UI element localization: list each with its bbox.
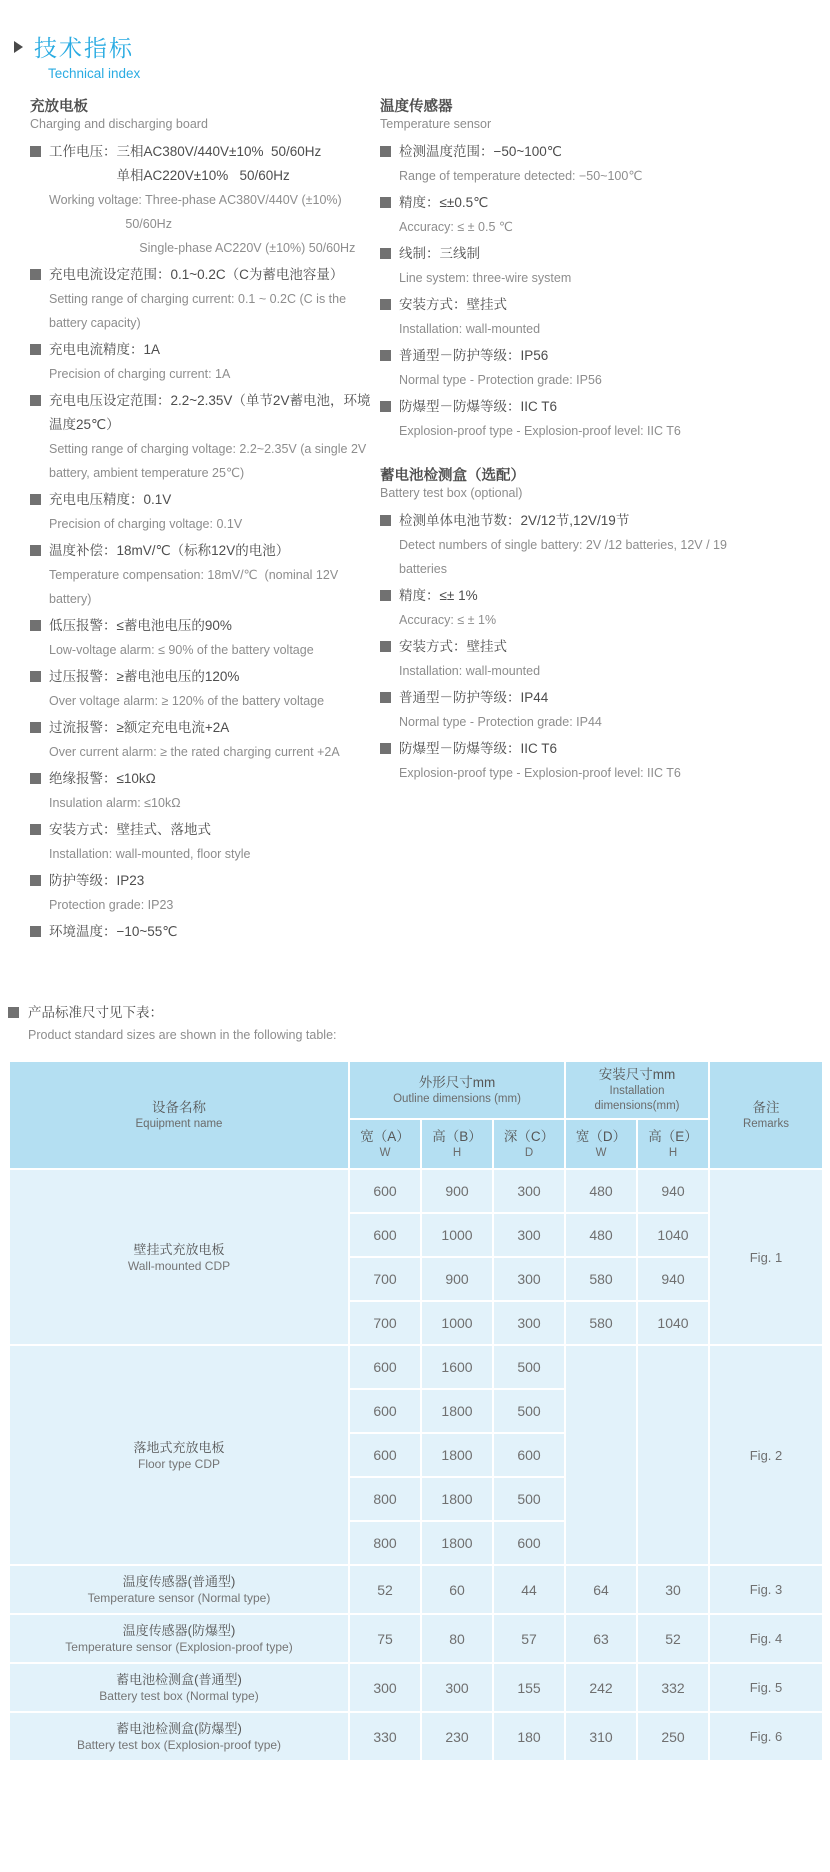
spec-line-en: Setting range of charging current: 0.1 ~ 0.2C (C is the battery capacity)	[49, 292, 350, 330]
spec-item	[30, 818, 380, 866]
spec-item	[380, 509, 750, 581]
dimension-cell: 600	[349, 1213, 421, 1257]
dimension-cell: 940	[637, 1169, 709, 1213]
spec-item	[30, 767, 380, 815]
spec-line-en: Explosion-proof type - Explosion-proof level: IIC T6	[399, 766, 681, 780]
dimension-column-header-en: H	[452, 1146, 462, 1159]
spec-item	[30, 140, 380, 260]
section-title-en: Battery test box (optional)	[380, 486, 523, 500]
table-row	[9, 1565, 823, 1614]
dimension-cell: 900	[421, 1257, 493, 1301]
spec-line-en: Accuracy: ≤ ± 0.5 ℃	[399, 220, 513, 234]
table-row	[9, 1712, 823, 1761]
spec-line-zh: 充电电压设定范围：2.2~2.35V（单节2V蓄电池，环境温度25℃）	[49, 393, 371, 432]
equipment-name-zh: 壁挂式充放电板	[133, 1241, 225, 1257]
table-row	[9, 1169, 823, 1213]
dimension-cell: 600	[493, 1521, 565, 1565]
dimension-cell: 700	[349, 1301, 421, 1345]
dimension-cell: 1800	[421, 1477, 493, 1521]
spec-section	[380, 98, 750, 443]
dimension-cell: 300	[421, 1663, 493, 1712]
bullet-square-icon	[380, 590, 391, 601]
spec-line-zh: 充电电流设定范围：0.1~0.2C（C为蓄电池容量）	[49, 267, 344, 282]
equipment-header	[9, 1061, 349, 1169]
equipment-name-cell	[9, 1565, 349, 1614]
spec-line-zh: 过压报警：≥蓄电池电压的120%	[49, 669, 240, 684]
equipment-name-cell	[9, 1663, 349, 1712]
table-note-zh: 产品标准尺寸见下表：	[28, 1005, 163, 1020]
table-row	[9, 1663, 823, 1712]
title-block	[0, 0, 830, 81]
spec-line-zh: 充电电压精度：0.1V	[49, 492, 172, 507]
dimension-cell: 57	[493, 1614, 565, 1663]
installation-dimensions-header-zh: 安装尺寸mm	[598, 1067, 676, 1082]
spec-item	[30, 263, 380, 335]
spec-item	[30, 488, 380, 536]
spec-line-en: Precision of charging voltage: 0.1V	[49, 517, 243, 531]
table-note-en: Product standard sizes are shown in the following table:	[28, 1028, 337, 1042]
section-title-zh: 充放电板	[30, 99, 88, 115]
spec-item	[30, 716, 380, 764]
dimension-cell: 600	[349, 1433, 421, 1477]
size-table-body	[9, 1169, 823, 1761]
spec-column	[30, 98, 380, 968]
dimension-cell: 940	[637, 1257, 709, 1301]
spec-line-zh: 安装方式：壁挂式	[399, 639, 507, 654]
dimension-column-header	[565, 1119, 637, 1169]
dimension-cell: 300	[493, 1213, 565, 1257]
bullet-square-icon	[380, 743, 391, 754]
dimension-column-header-zh: 深（C）	[503, 1128, 555, 1144]
table-note-row	[8, 1004, 830, 1022]
equipment-name-zh: 落地式充放电板	[133, 1439, 225, 1455]
spec-item	[380, 584, 750, 632]
dimension-cell: 180	[493, 1712, 565, 1761]
dimension-column-header	[421, 1119, 493, 1169]
spec-line-zh: 检测单体电池节数：2V/12节,12V/19节	[399, 513, 630, 528]
spec-line-zh: 精度：≤± 1%	[399, 588, 478, 603]
equipment-name-en: Floor type CDP	[137, 1456, 221, 1471]
dimension-cell: 80	[421, 1614, 493, 1663]
bullet-square-icon	[380, 146, 391, 157]
equipment-name-cell	[9, 1345, 349, 1565]
dimension-cell: 63	[565, 1614, 637, 1663]
spec-columns	[0, 98, 830, 968]
spec-line-en: Range of temperature detected: −50~100℃	[399, 169, 643, 183]
spec-line-zh: 防爆型－防爆等级：IIC T6	[399, 399, 558, 414]
spec-line-en: Low-voltage alarm: ≤ 90% of the battery voltage	[49, 643, 314, 657]
spec-line-en: Temperature compensation: 18mV/℃ (nominal 12V battery)	[49, 568, 342, 606]
bullet-square-icon	[380, 197, 391, 208]
spec-line-zh: 安装方式：壁挂式、落地式	[49, 822, 211, 837]
table-row	[9, 1614, 823, 1663]
spec-line-en: Installation: wall-mounted, floor style	[49, 847, 251, 861]
spec-line-zh: 工作电压：三相AC380V/440V±10% 50/60Hz	[49, 144, 322, 159]
spec-line-zh: 温度补偿：18mV/℃（标称12V的电池）	[49, 543, 290, 558]
dimension-column-header	[637, 1119, 709, 1169]
bullet-square-icon	[380, 692, 391, 703]
spec-line-en: Installation: wall-mounted	[399, 664, 541, 678]
remark-cell: Fig. 5	[709, 1663, 823, 1712]
spec-line-zh: 防护等级：IP23	[49, 873, 145, 888]
bullet-square-icon	[30, 269, 41, 280]
spec-line-en: Setting range of charging voltage: 2.2~2.35V (a single 2V battery, ambient temperature 25℃)	[49, 442, 370, 480]
spec-item	[30, 539, 380, 611]
dimension-column-header-zh: 宽（D）	[575, 1128, 627, 1144]
remarks-header-en: Remarks	[742, 1117, 789, 1130]
spec-line-zh: 低压报警：≤蓄电池电压的90%	[49, 618, 232, 633]
dimension-cell: 60	[421, 1565, 493, 1614]
bullet-square-icon	[380, 401, 391, 412]
dimension-cell: 155	[493, 1663, 565, 1712]
bullet-square-icon	[30, 926, 41, 937]
spec-line-en: 50/60Hz	[49, 217, 172, 231]
size-table-header-row	[9, 1061, 823, 1119]
dimension-column-header	[349, 1119, 421, 1169]
remark-cell: Fig. 3	[709, 1565, 823, 1614]
spec-line-en: Working voltage: Three-phase AC380V/440V (±10%)	[49, 193, 342, 207]
dimension-column-header-zh: 高（B）	[432, 1128, 482, 1144]
spec-item	[30, 389, 380, 485]
equipment-name-cell	[9, 1712, 349, 1761]
spec-line-zh: 线制：三线制	[399, 246, 480, 261]
page-subtitle: Technical index	[48, 66, 141, 81]
spec-line-zh: 普通型－防护等级：IP44	[399, 690, 549, 705]
equipment-name-en: Temperature sensor (Explosion-proof type)	[65, 1640, 293, 1654]
dimension-cell: 900	[421, 1169, 493, 1213]
spec-line-en: Over voltage alarm: ≥ 120% of the battery voltage	[49, 694, 325, 708]
dimension-cell: 52	[349, 1565, 421, 1614]
bullet-square-icon	[30, 671, 41, 682]
spec-line-en: Line system: three-wire system	[399, 271, 572, 285]
equipment-name-en: Battery test box (Explosion-proof type)	[76, 1738, 282, 1752]
dimension-cell: 30	[637, 1565, 709, 1614]
remarks-header-zh: 备注	[752, 1099, 780, 1115]
equipment-name-zh: 温度传感器(普通型)	[122, 1574, 236, 1589]
remarks-header	[709, 1061, 823, 1169]
installation-dimensions-header	[565, 1061, 709, 1119]
spec-section	[30, 98, 380, 944]
spec-line-en: Installation: wall-mounted	[399, 322, 541, 336]
title-row	[14, 30, 830, 63]
spec-line-en: Protection grade: IP23	[49, 898, 174, 912]
spec-line-zh: 单相AC220V±10% 50/60Hz	[49, 168, 290, 183]
dimension-cell: 480	[565, 1213, 637, 1257]
spec-line-en: Normal type - Protection grade: IP44	[399, 715, 602, 729]
spec-item	[380, 737, 750, 785]
dimension-cell: 600	[349, 1345, 421, 1389]
spec-line-en: Detect numbers of single battery: 2V /12 batteries, 12V / 19 batteries	[399, 538, 731, 576]
bullet-square-icon	[380, 515, 391, 526]
remark-cell: Fig. 1	[709, 1169, 823, 1345]
dimension-cell: 700	[349, 1257, 421, 1301]
bullet-square-icon	[30, 824, 41, 835]
equipment-name-zh: 温度传感器(防爆型)	[122, 1623, 236, 1638]
dimension-cell: 1800	[421, 1521, 493, 1565]
dimension-cell-empty	[565, 1345, 637, 1565]
dimension-cell: 600	[349, 1169, 421, 1213]
dimension-cell: 300	[493, 1169, 565, 1213]
bullet-square-icon	[30, 545, 41, 556]
dimension-cell: 300	[349, 1663, 421, 1712]
dimension-cell: 800	[349, 1477, 421, 1521]
spec-line-zh: 普通型－防护等级：IP56	[399, 348, 549, 363]
dimension-cell: 480	[565, 1169, 637, 1213]
bullet-square-icon	[30, 146, 41, 157]
dimension-cell: 1800	[421, 1389, 493, 1433]
equipment-header-zh: 设备名称	[152, 1099, 206, 1115]
page-title: 技术指标	[34, 35, 134, 61]
spec-item	[380, 686, 750, 734]
bullet-square-icon	[380, 299, 391, 310]
bullet-square-icon	[380, 641, 391, 652]
section-title-en: Temperature sensor	[380, 117, 492, 131]
equipment-name-zh: 蓄电池检测盒(普通型)	[116, 1672, 242, 1687]
spec-line-zh: 安装方式：壁挂式	[399, 297, 507, 312]
bullet-square-icon	[30, 494, 41, 505]
dimension-cell: 332	[637, 1663, 709, 1712]
dimension-cell: 52	[637, 1614, 709, 1663]
dimension-cell: 330	[349, 1712, 421, 1761]
spec-item	[380, 140, 750, 188]
dimension-cell: 230	[421, 1712, 493, 1761]
section-title-en: Charging and discharging board	[30, 117, 208, 131]
dimension-cell: 600	[493, 1433, 565, 1477]
spec-line-zh: 过流报警：≥额定充电电流+2A	[49, 720, 230, 735]
dimension-cell: 310	[565, 1712, 637, 1761]
dimension-cell: 580	[565, 1257, 637, 1301]
bullet-square-icon	[8, 1007, 19, 1018]
table-note	[8, 1004, 830, 1043]
dimension-cell: 300	[493, 1301, 565, 1345]
bullet-square-icon	[30, 875, 41, 886]
arrow-right-icon	[14, 41, 23, 53]
dimension-column-header-zh: 高（E）	[648, 1128, 698, 1144]
spec-line-en: Insulation alarm: ≤10kΩ	[49, 796, 181, 810]
table-row	[9, 1345, 823, 1389]
spec-line-zh: 防爆型－防爆等级：IIC T6	[399, 741, 558, 756]
outline-dimensions-header	[349, 1061, 565, 1119]
spec-line-en: Explosion-proof type - Explosion-proof level: IIC T6	[399, 424, 681, 438]
remark-cell: Fig. 6	[709, 1712, 823, 1761]
equipment-name-en: Battery test box (Normal type)	[99, 1689, 259, 1703]
outline-dimensions-header-zh: 外形尺寸mm	[418, 1074, 496, 1090]
bullet-square-icon	[380, 350, 391, 361]
dimension-cell: 75	[349, 1614, 421, 1663]
equipment-name-en: Temperature sensor (Normal type)	[87, 1591, 271, 1605]
dimension-cell: 1000	[421, 1301, 493, 1345]
bullet-square-icon	[380, 248, 391, 259]
dimension-cell: 580	[565, 1301, 637, 1345]
section-title-zh: 蓄电池检测盒（选配）	[380, 468, 525, 484]
dimension-cell: 1600	[421, 1345, 493, 1389]
dimension-column-header-en: W	[379, 1146, 391, 1159]
spec-line-en: Normal type - Protection grade: IP56	[399, 373, 602, 387]
equipment-name-zh: 蓄电池检测盒(防爆型)	[116, 1721, 242, 1736]
dimension-cell: 44	[493, 1565, 565, 1614]
spec-item	[380, 635, 750, 683]
spec-item	[380, 242, 750, 290]
dimension-cell: 1800	[421, 1433, 493, 1477]
spec-item	[30, 614, 380, 662]
equipment-name-cell	[9, 1169, 349, 1345]
spec-line-en: Accuracy: ≤ ± 1%	[399, 613, 497, 627]
equipment-name-en: Wall-mounted CDP	[127, 1258, 231, 1273]
spec-item	[30, 338, 380, 386]
dimension-cell: 500	[493, 1345, 565, 1389]
dimension-cell: 64	[565, 1565, 637, 1614]
spec-line-en: Over current alarm: ≥ the rated charging current +2A	[49, 745, 340, 759]
remark-cell: Fig. 2	[709, 1345, 823, 1565]
dimension-cell: 800	[349, 1521, 421, 1565]
dimension-cell: 300	[493, 1257, 565, 1301]
dimension-column-header-en: H	[668, 1146, 678, 1159]
bullet-square-icon	[30, 620, 41, 631]
equipment-header-en: Equipment name	[135, 1117, 223, 1130]
spec-line-en: Precision of charging current: 1A	[49, 367, 231, 381]
dimension-cell: 1000	[421, 1213, 493, 1257]
dimension-cell-empty	[637, 1345, 709, 1565]
section-title-zh: 温度传感器	[380, 99, 453, 115]
spec-line-zh: 检测温度范围：−50~100℃	[399, 144, 562, 159]
bullet-square-icon	[30, 395, 41, 406]
spec-line-zh: 精度：≤±0.5℃	[399, 195, 489, 210]
dimension-cell: 242	[565, 1663, 637, 1712]
spec-section	[380, 467, 750, 785]
dimension-cell: 250	[637, 1712, 709, 1761]
installation-dimensions-header-en: Installation dimensions(mm)	[594, 1085, 680, 1112]
dimension-cell: 1040	[637, 1213, 709, 1257]
outline-dimensions-header-en: Outline dimensions (mm)	[393, 1092, 521, 1105]
dimension-cell: 500	[493, 1477, 565, 1521]
spec-item	[30, 665, 380, 713]
dimension-column-header	[493, 1119, 565, 1169]
dimension-cell: 600	[349, 1389, 421, 1433]
spec-line-zh: 环境温度：−10~55℃	[49, 924, 178, 939]
dimension-cell: 500	[493, 1389, 565, 1433]
bullet-square-icon	[30, 722, 41, 733]
spec-item	[30, 869, 380, 917]
bullet-square-icon	[30, 344, 41, 355]
dimension-column-header-zh: 宽（A）	[360, 1128, 410, 1144]
spec-line-zh: 充电电流精度：1A	[49, 342, 161, 357]
spec-item	[380, 191, 750, 239]
spec-column	[380, 98, 750, 968]
equipment-name-cell	[9, 1614, 349, 1663]
spec-item	[380, 344, 750, 392]
spec-item	[380, 395, 750, 443]
spec-item	[30, 920, 380, 944]
dimension-column-header-en: W	[595, 1146, 607, 1159]
dimension-column-header-en: D	[524, 1146, 534, 1159]
remark-cell: Fig. 4	[709, 1614, 823, 1663]
dimension-cell: 1040	[637, 1301, 709, 1345]
spec-item	[380, 293, 750, 341]
spec-line-en: Single-phase AC220V (±10%) 50/60Hz	[49, 241, 356, 255]
spec-line-zh: 绝缘报警：≤10kΩ	[49, 771, 156, 786]
size-table	[8, 1060, 824, 1762]
bullet-square-icon	[30, 773, 41, 784]
